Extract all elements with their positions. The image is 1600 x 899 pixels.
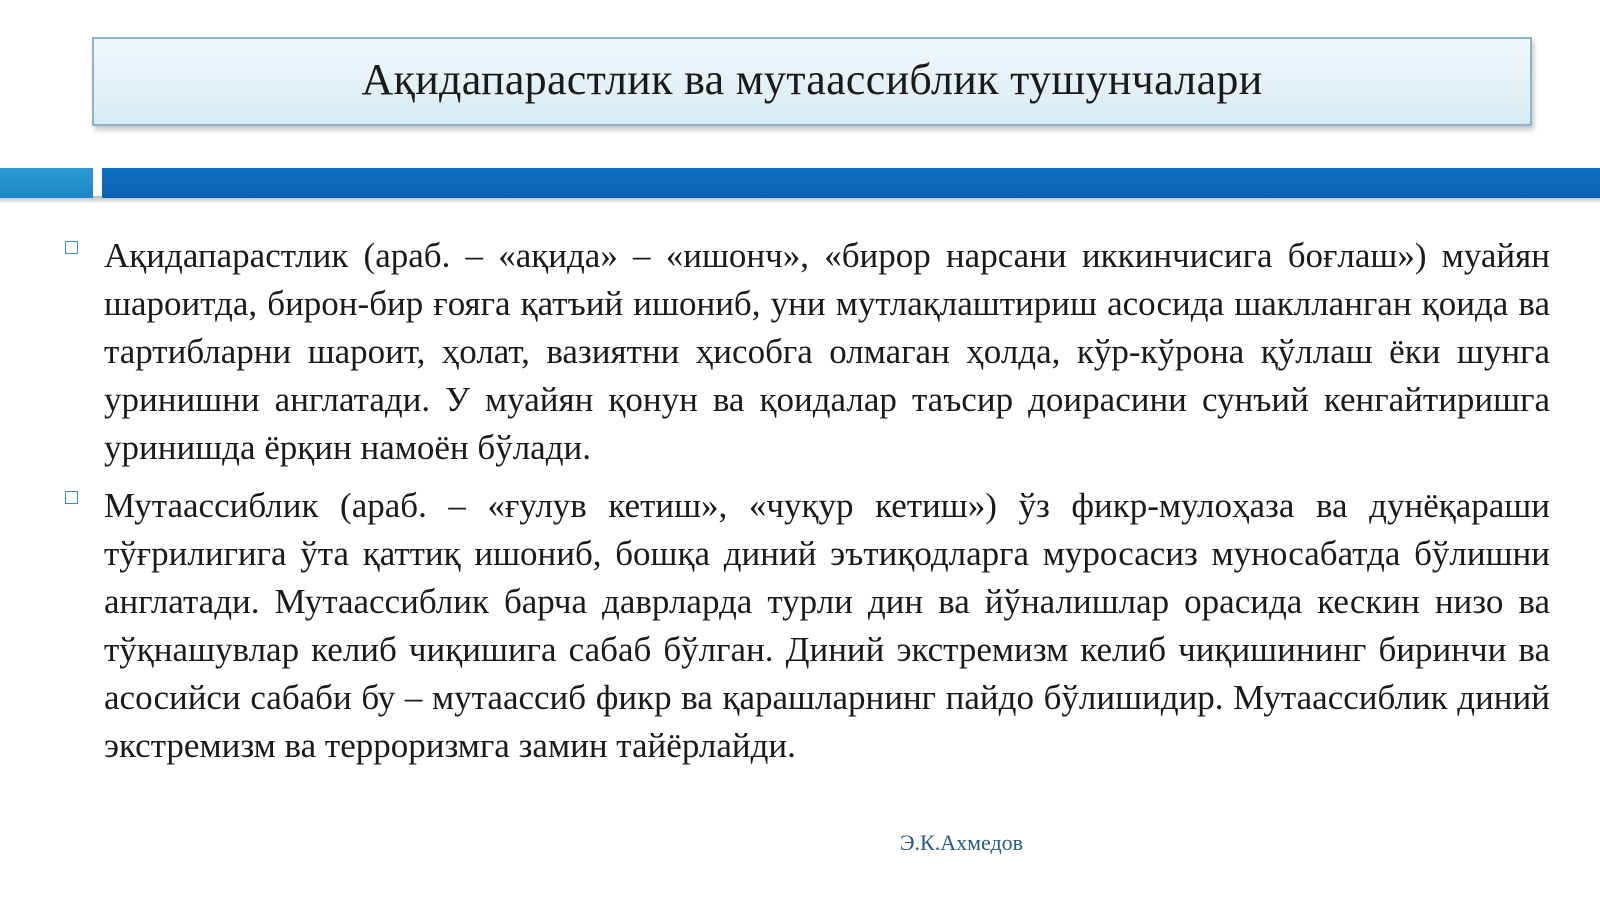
hollow-square-bullet-icon — [65, 241, 78, 254]
slide-content — [60, 232, 1550, 780]
bullet-text: Ақидапарастлик (араб. – «ақида» – «ишонч», «бирор нарсани иккинчисига боғлаш») муайян шароитда, бирон-бир ғояга қатъий ишониб, уни мутлақлаштириш асосида шаклланган қоида ва тартибларни шароит, ҳолат, вазиятни ҳисобга олмаган ҳолда, кўр-кўрона қўллаш ёки шунга уринишни англатади. У муайян қонун ва қоидалар таъсир доирасини сунъий кенгайтиришга уринишда ёрқин намоён бўлади. — [104, 236, 1550, 467]
author-signature: Э.К.Ахмедов — [900, 830, 1024, 855]
bullet-text: Мутаассиблик (араб. – «ғулув кетиш», «чуқур кетиш») ўз фикр-мулоҳаза ва дунёқараши тўғрилигига ўта қаттиқ ишониб, бошқа диний эътиқодларга муросасиз муносабатда бўлишни англатади. Мутаассиблик барча даврларда турли дин ва йўналишлар орасида кескин низо ва тўқнашувлар келиб чиқишига сабаб бўлган. Диний экстремизм келиб чиқишининг биринчи ва асосийси сабаби бу – мутаассиб фикр ва қарашларнинг пайдо бўлишидир. Мутаассиблик диний экстремизм ва терроризмга замин тайёрлайди. — [104, 486, 1550, 765]
divider-main-bar — [102, 168, 1600, 198]
hollow-square-bullet-icon — [65, 491, 78, 504]
slide-title-box — [92, 37, 1532, 126]
divider-accent-bar — [0, 168, 93, 198]
slide-title: Ақидапарастлик ва мутаассиблик тушунчалари — [361, 55, 1263, 104]
bullet-item-mutaassiblik — [60, 482, 1550, 770]
bullet-item-akidaparastlik — [60, 232, 1550, 472]
